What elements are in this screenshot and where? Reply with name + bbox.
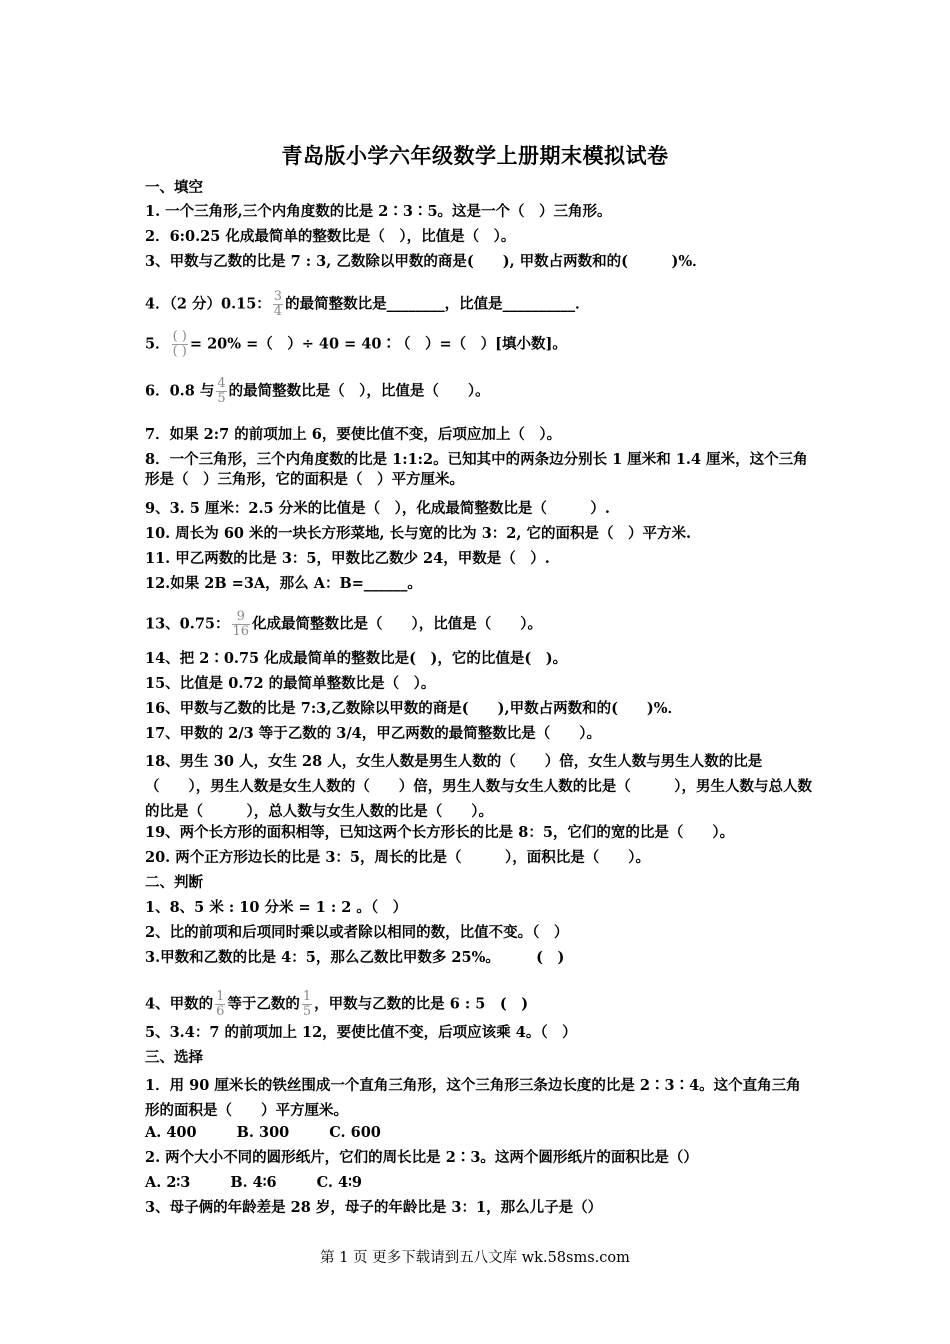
fraction-denominator: 5 <box>217 391 226 406</box>
fraction-denominator: ( ) <box>172 344 187 359</box>
page-footer: 第 1 页 更多下载请到五八文库 wk.58sms.com <box>320 1250 630 1266</box>
fraction-denominator: 16 <box>232 624 250 639</box>
section-heading-judge: 二、判断 <box>145 874 203 891</box>
fraction-three-quarters <box>273 290 283 319</box>
choice-3: 3、母子俩的年龄差是 28 岁，母子的年龄比是 3：1，那么儿子是（） <box>145 1199 603 1216</box>
fraction-four-fifths <box>216 377 226 406</box>
question-13-suffix: 化成最简整数比是（ ），比值是（ ）。 <box>252 615 543 633</box>
fraction-numerator: 4 <box>217 376 226 391</box>
judge-4-prefix: 4、甲数的 <box>145 995 214 1013</box>
fraction-denominator: 4 <box>273 304 283 319</box>
fraction-denominator: 5 <box>302 1004 312 1019</box>
choice-1-option-a: A. 400 <box>145 1124 197 1141</box>
judge-5: 5、3.4：7 的前项加上 12，要使比值不变，后项应该乘 4。（ ） <box>145 1024 577 1041</box>
choice-2-option-b: B. 4∶6 <box>230 1174 277 1191</box>
question-7: 7．如果 2:7 的前项加上 6，要使比值不变，后项应加上（ ）。 <box>145 426 562 443</box>
question-4-prefix: 4．（2 分）0.15： <box>145 295 271 313</box>
question-8: 8．一个三角形，三个内角度数的比是 1:1:2。已知其中的两条边分别长 1 厘米和 1.4 厘米，这个三角形是（ ）三角形，它的面积是（ ）平方厘米。 <box>145 451 808 488</box>
fraction-blank <box>172 330 188 359</box>
question-1: 1. 一个三角形,三个内角度数的比是 2∶3∶5。这是一个（ ）三角形。 <box>145 203 612 220</box>
page-title: 青岛版小学六年级数学上册期末模拟试卷 <box>281 143 669 168</box>
question-5 <box>145 330 815 359</box>
question-12: 12.如果 2B =3A，那么 A：B=______。 <box>145 575 422 592</box>
question-11: 11. 甲乙两数的比是 3：5，甲数比乙数少 24，甲数是（ ）. <box>145 550 550 567</box>
question-9: 9、3. 5 厘米：2.5 分米的比值是（ ），化成最简整数比是（ ）. <box>145 500 610 517</box>
question-6-prefix: 6．0.8 与 <box>145 382 215 400</box>
section-heading-fill: 一、填空 <box>145 179 203 196</box>
question-5-prefix: 5． <box>145 335 170 353</box>
question-6 <box>145 377 815 406</box>
fraction-one-sixth <box>215 990 225 1019</box>
choice-1: 1．用 90 厘米长的铁丝围成一个直角三角形，这个三角形三条边长度的比是 2∶3∶4。这个直角三角形的面积是（ ）平方厘米。 <box>145 1077 801 1119</box>
choice-2-option-a: A. 2∶3 <box>145 1174 191 1191</box>
question-2: 2．6:0.25 化成最简单的整数比是（ ），比值是（ ）。 <box>145 228 516 245</box>
question-13 <box>145 610 815 639</box>
question-15: 15、比值是 0.72 的最简单整数比是（ ）。 <box>145 675 436 692</box>
question-20: 20. 两个正方形边长的比是 3：5，周长的比是（ ），面积比是（ ）。 <box>145 849 650 866</box>
choice-2-options <box>145 1173 815 1193</box>
judge-2: 2、比的前项和后项同时乘以或者除以相同的数，比值不变。（ ） <box>145 924 569 941</box>
choice-2-option-c: C. 4∶9 <box>316 1174 362 1191</box>
judge-4 <box>145 990 815 1019</box>
question-3: 3、甲数与乙数的比是 7 : 3, 乙数除以甲数的商是( ), 甲数占两数和的( )%． <box>145 253 707 270</box>
fraction-denominator: 6 <box>216 1004 225 1019</box>
fraction-nine-sixteenths <box>232 610 251 639</box>
fraction-numerator: 1 <box>302 989 312 1004</box>
question-10: 10. 周长为 60 米的一块长方形菜地, 长与宽的比为 3：2, 它的面积是（ ）平方米. <box>145 525 692 542</box>
judge-3: 3.甲数和乙数的比是 4：5，那么乙数比甲数多 25%。 ( ) <box>145 949 565 966</box>
judge-4-suffix: ，甲数与乙数的比是 6 : 5 ( ) <box>314 995 529 1013</box>
judge-1: 1、8、5 米 : 10 分米 = 1 : 2 。（ ） <box>145 899 408 916</box>
question-16: 16、甲数与乙数的比是 7:3,乙数除以甲数的商是( ),甲数占两数和的( )%． <box>145 700 683 717</box>
fraction-numerator: 9 <box>232 610 251 625</box>
fraction-numerator: 3 <box>273 289 283 304</box>
question-17: 17、甲数的 2/3 等于乙数的 3/4，甲乙两数的最简整数比是（ ）。 <box>145 725 602 742</box>
question-18: 18、男生 30 人，女生 28 人，女生人数是男生人数的（ ）倍，女生人数与男生人数的比是（ ），男生人数是女生人数的（ ）倍，男生人数与女生人数的比是（ ），男生人数与总人数的比是（ ），总人数与女生人数的比是（ ）。 <box>145 753 812 820</box>
question-14: 14、把 2∶0.75 化成最简单的整数比是( )，它的比值是( )。 <box>145 650 568 667</box>
section-heading-choice: 三、选择 <box>145 1049 203 1066</box>
fraction-one-fifth <box>302 990 312 1019</box>
fraction-numerator: ( ) <box>172 329 187 344</box>
question-5-suffix: = 20% =（ ）÷ 40 = 40∶（ ）=（ ）[填小数]。 <box>189 335 567 353</box>
question-6-suffix: 的最简整数比是（ ），比值是（ ）。 <box>228 382 490 400</box>
choice-2: 2. 两个大小不同的圆形纸片，它们的周长比是 2∶3。这两个圆形纸片的面积比是（） <box>145 1149 698 1166</box>
question-19: 19、两个长方形的面积相等，已知这两个长方形长的比是 8：5，它们的宽的比是（ ）。 <box>145 824 735 841</box>
judge-4-mid: 等于乙数的 <box>227 995 300 1013</box>
choice-1-option-b: B. 300 <box>236 1124 290 1141</box>
question-4-suffix: 的最简整数比是________，比值是__________． <box>285 295 590 313</box>
choice-1-option-c: C. 600 <box>329 1124 381 1141</box>
question-13-prefix: 13、0.75： <box>145 615 230 633</box>
question-4 <box>145 290 815 319</box>
choice-1-options <box>145 1123 815 1143</box>
fraction-numerator: 1 <box>216 989 225 1004</box>
